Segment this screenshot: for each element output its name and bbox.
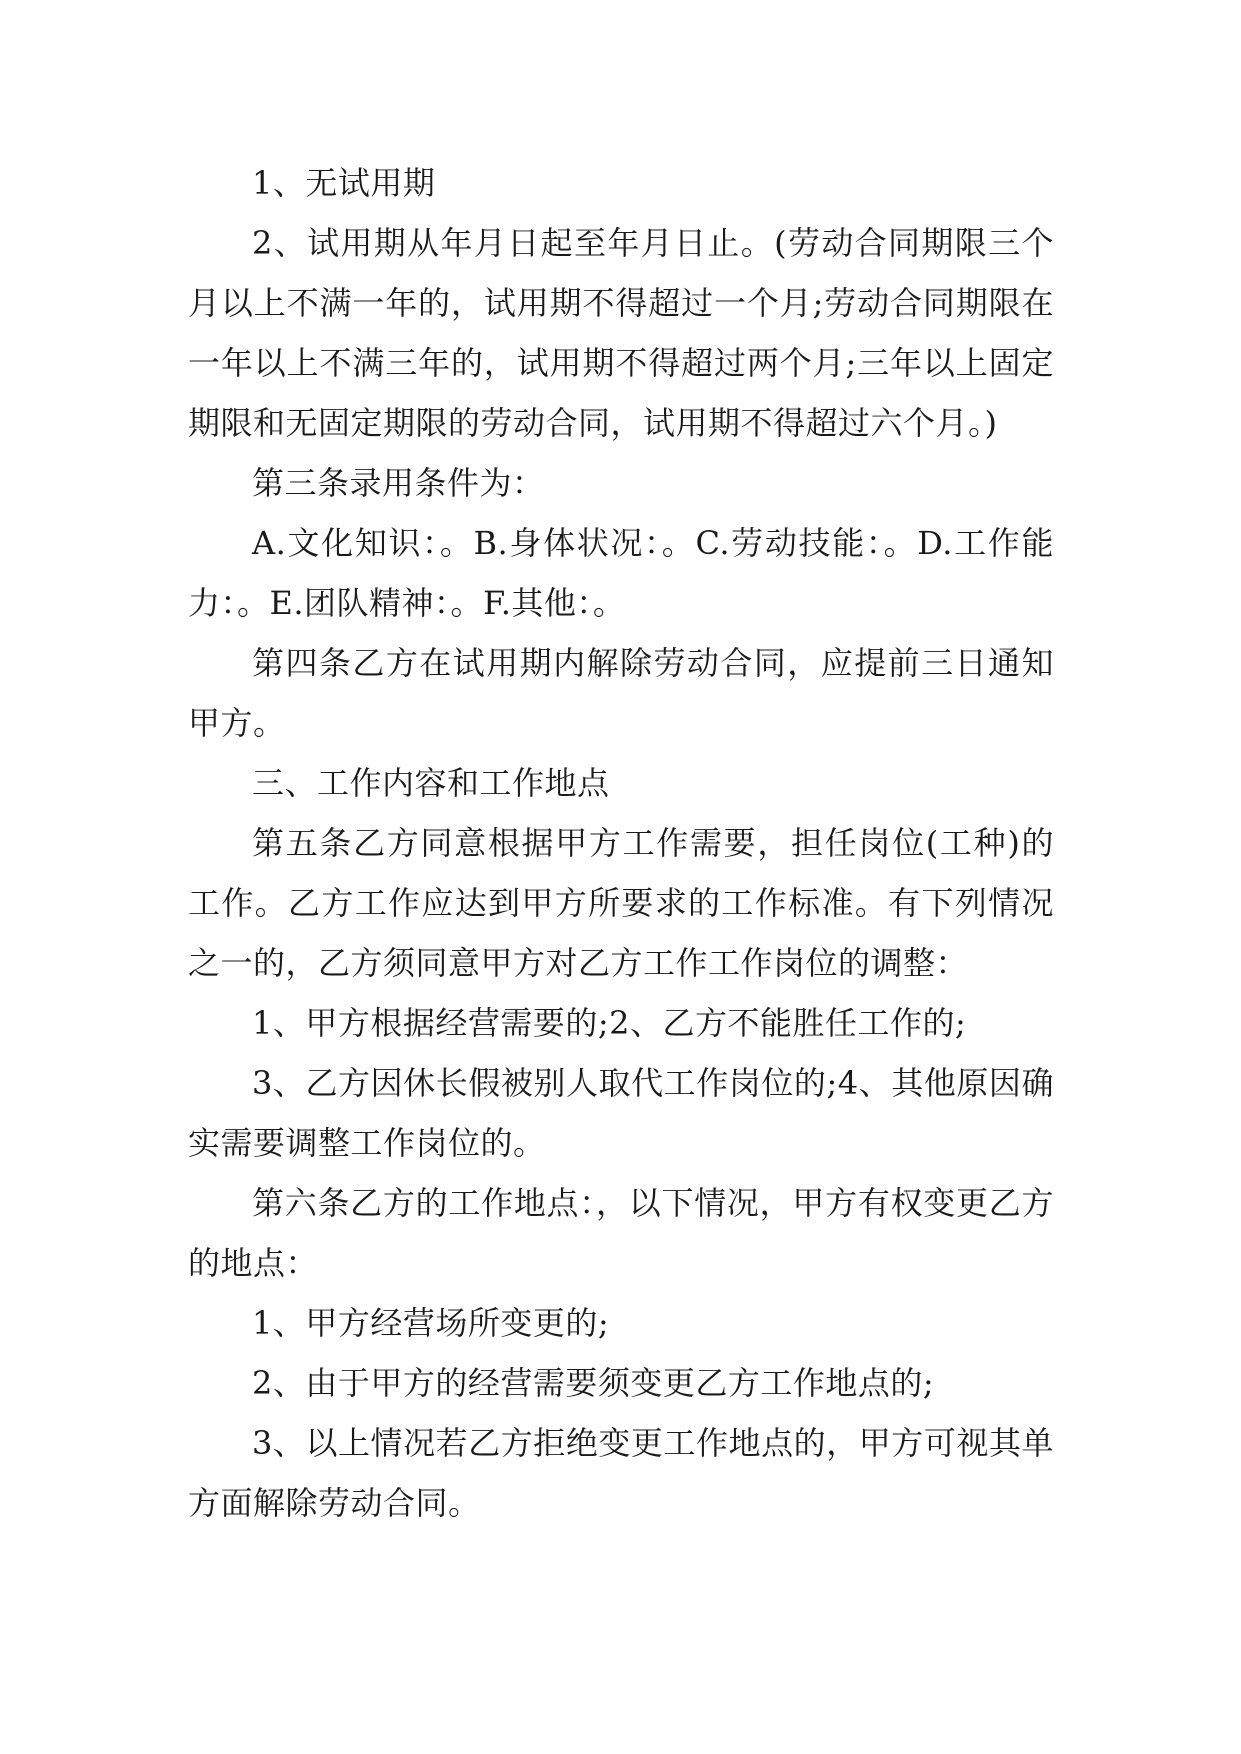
paragraph-location-1: 1、甲方经营场所变更的; xyxy=(252,1304,610,1342)
article-6: 第六条乙方的工作地点：，以下情况，甲方有权变更乙方的地点： xyxy=(188,1184,1054,1282)
section-3-heading: 三、工作内容和工作地点 xyxy=(252,764,610,802)
paragraph-adjustment-3-4: 3、乙方因休长假被别人取代工作岗位的;4、其他原因确实需要调整工作岗位的。 xyxy=(188,1064,1054,1162)
article-3-heading: 第三条录用条件为： xyxy=(252,464,545,502)
paragraph-hiring-conditions: A.文化知识：。B.身体状况：。C.劳动技能：。D.工作能力：。E.团队精神：。F.其他：。 xyxy=(188,524,1054,622)
paragraph-no-probation: 1、无试用期 xyxy=(252,164,436,202)
paragraph-location-3: 3、以上情况若乙方拒绝变更工作地点的，甲方可视其单方面解除劳动合同。 xyxy=(188,1424,1054,1522)
article-5: 第五条乙方同意根据甲方工作需要，担任岗位(工种)的工作。乙方工作应达到甲方所要求的工作标准。有下列情况之一的，乙方须同意甲方对乙方工作工作岗位的调整： xyxy=(188,824,1054,982)
article-4: 第四条乙方在试用期内解除劳动合同，应提前三日通知甲方。 xyxy=(188,644,1054,742)
paragraph-adjustment-1-2: 1、甲方根据经营需要的;2、乙方不能胜任工作的; xyxy=(252,1004,967,1042)
document-body xyxy=(188,153,1054,1533)
paragraph-probation-period: 2、试用期从年月日起至年月日止。(劳动合同期限三个月以上不满一年的，试用期不得超过一个月;劳动合同期限在一年以上不满三年的，试用期不得超过两个月;三年以上固定期限和无固定期限的劳动合同，试用期不得超过六个月。) xyxy=(188,224,1054,442)
paragraph-location-2: 2、由于甲方的经营需要须变更乙方工作地点的; xyxy=(252,1364,935,1402)
